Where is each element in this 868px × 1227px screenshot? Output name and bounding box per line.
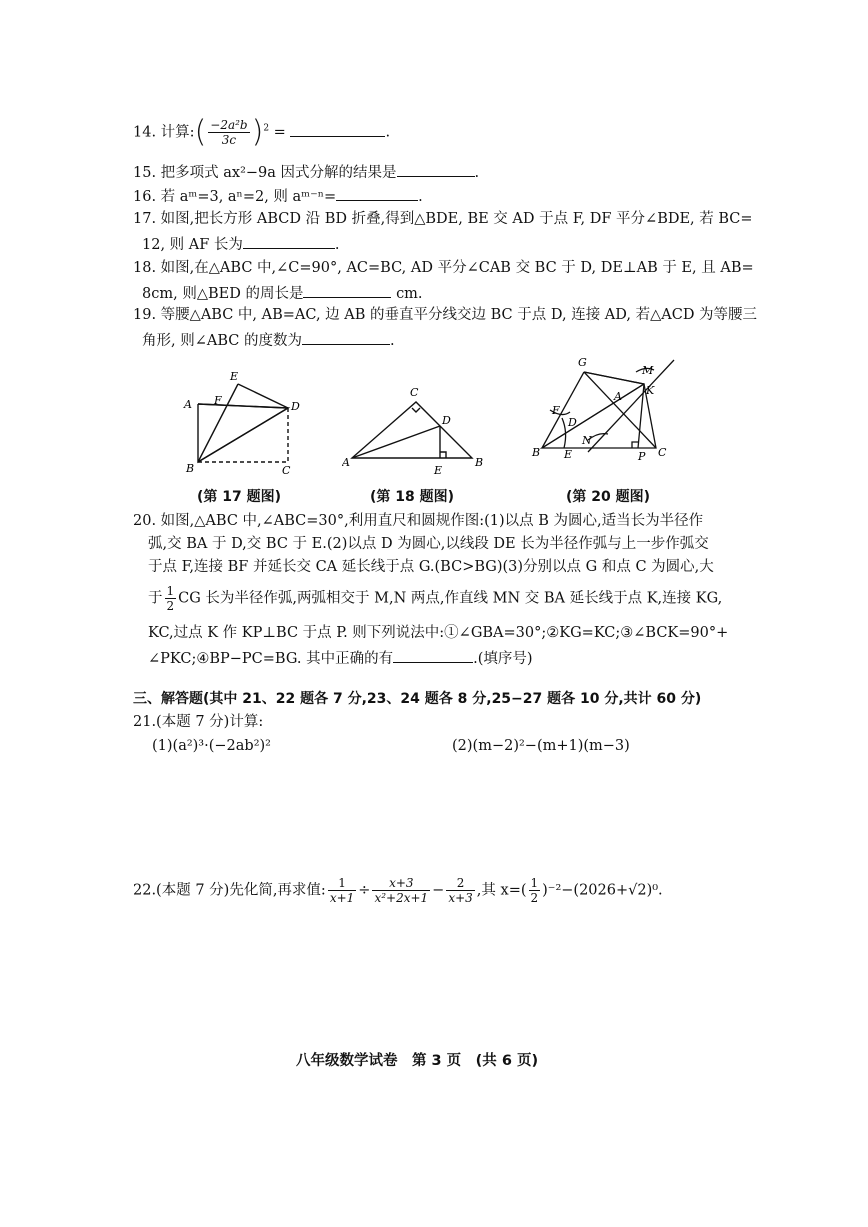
answer-blank[interactable] <box>303 283 391 298</box>
question-20-line3: 于点 F,连接 BF 并延长交 CA 延长线于点 G.(BC>BG)(3)分别以点 G 和点 C 为圆心,大 <box>148 559 714 575</box>
q14-fraction: $\frac{\text{−2a²b}}{3c}$ <box>210 118 248 147</box>
label-B: B <box>475 456 484 469</box>
label-A: A <box>614 390 622 403</box>
question-20-line1: 20. 如图,△ABC 中,∠ABC=30°,利用直尺和圆规作图:(1)以点 B 为圆心,适当长为半径作 <box>133 513 704 529</box>
label-D: D <box>291 400 300 413</box>
label-E: E <box>230 370 239 383</box>
question-20-line2: 弧,交 BA 于 D,交 BC 于 E.(2)以点 D 为圆心,以线段 DE 长为半径作弧与上一步作弧交 <box>148 536 709 552</box>
question-17-line2: 12, 则 AF 长为 . <box>142 234 340 254</box>
label-N: N <box>582 434 592 447</box>
figure-17 <box>178 368 308 478</box>
caption-17: (第 17 题图) <box>197 489 282 505</box>
answer-blank[interactable] <box>243 234 335 249</box>
label-A: A <box>184 398 192 411</box>
label-G: G <box>578 356 587 369</box>
answer-blank[interactable] <box>397 162 475 177</box>
label-C: C <box>658 446 667 459</box>
q14-label: 14. 计算: <box>133 124 195 141</box>
question-16: 16. 若 aᵐ=3, aⁿ=2, 则 aᵐ⁻ⁿ= . <box>133 186 423 206</box>
question-18-line2: 8cm, 则△BED 的周长是 cm. <box>142 283 423 303</box>
question-21-part2: (2)(m−2)²−(m+1)(m−3) <box>452 738 630 754</box>
question-15: 15. 把多项式 ax²−9a 因式分解的结果是 . <box>133 162 479 182</box>
label-F: F <box>552 404 560 417</box>
caption-20: (第 20 题图) <box>566 489 651 505</box>
question-20-line4: 于 $\frac{1}{2}$ CG 长为半径作弧,两弧相交于 M,N 两点,作直线 MN 交 BA 延长线于点 K,连接 KG, <box>148 584 723 613</box>
figure-18 <box>342 382 492 478</box>
question-21-label: 21.(本题 7 分)计算: <box>133 714 264 730</box>
section-3-title: 三、解答题(其中 21、22 题各 7 分,23、24 题各 8 分,25−27 题各 10 分,共计 60 分) <box>133 691 702 707</box>
answer-blank[interactable] <box>393 648 473 663</box>
answer-blank[interactable] <box>336 186 418 201</box>
label-P: P <box>638 450 646 463</box>
question-19-line2: 角形, 则∠ABC 的度数为 . <box>142 330 395 350</box>
label-B: B <box>532 446 541 459</box>
label-M: M <box>642 364 654 377</box>
page-footer: 八年级数学试卷 第 3 页 (共 6 页) <box>296 1053 539 1069</box>
answer-blank[interactable] <box>302 330 390 345</box>
question-17-line1: 17. 如图,把长方形 ABCD 沿 BD 折叠,得到△BDE, BE 交 AD 于点 F, DF 平分∠BDE, 若 BC= <box>133 211 753 227</box>
caption-18: (第 18 题图) <box>370 489 455 505</box>
label-C: C <box>410 386 419 399</box>
label-D: D <box>568 416 577 429</box>
label-F: F <box>214 394 222 407</box>
question-14: 14. 计算:( $\frac{\text{−2a²b}}{3c}$ )$^2$ = . <box>133 114 391 150</box>
label-A: A <box>342 456 350 469</box>
question-20-line6: ∠PKC;④BP−PC=BG. 其中正确的有 .(填序号) <box>148 648 533 668</box>
label-K: K <box>646 384 655 397</box>
answer-blank[interactable] <box>290 122 385 137</box>
figure-20 <box>528 352 688 478</box>
question-22: 22.(本题 7 分)先化简,再求值: $\frac{1}{x+1}$ ÷ $\frac{x+3}{\text{x²+2x+1}}$ − $\frac{2}{x+3}$ ,其 x=( $\frac{1}{2}$ )⁻²−(2026+√2)⁰. <box>133 876 663 905</box>
label-B: B <box>186 462 195 475</box>
question-21-part1: (1)(a²)³·(−2ab²)² <box>152 738 271 754</box>
label-C: C <box>282 464 291 477</box>
question-19-line1: 19. 等腰△ABC 中, AB=AC, 边 AB 的垂直平分线交边 BC 于点 D, 连接 AD, 若△ACD 为等腰三 <box>133 307 758 323</box>
question-18-line1: 18. 如图,在△ABC 中,∠C=90°, AC=BC, AD 平分∠CAB 交 BC 于 D, DE⊥AB 于 E, 且 AB= <box>133 260 754 276</box>
label-D: D <box>442 414 451 427</box>
question-20-line5: KC,过点 K 作 KP⊥BC 于点 P. 则下列说法中:①∠GBA=30°;②KG=KC;③∠BCK=90°+ <box>148 625 729 641</box>
label-E: E <box>564 448 573 461</box>
label-E: E <box>434 464 443 477</box>
